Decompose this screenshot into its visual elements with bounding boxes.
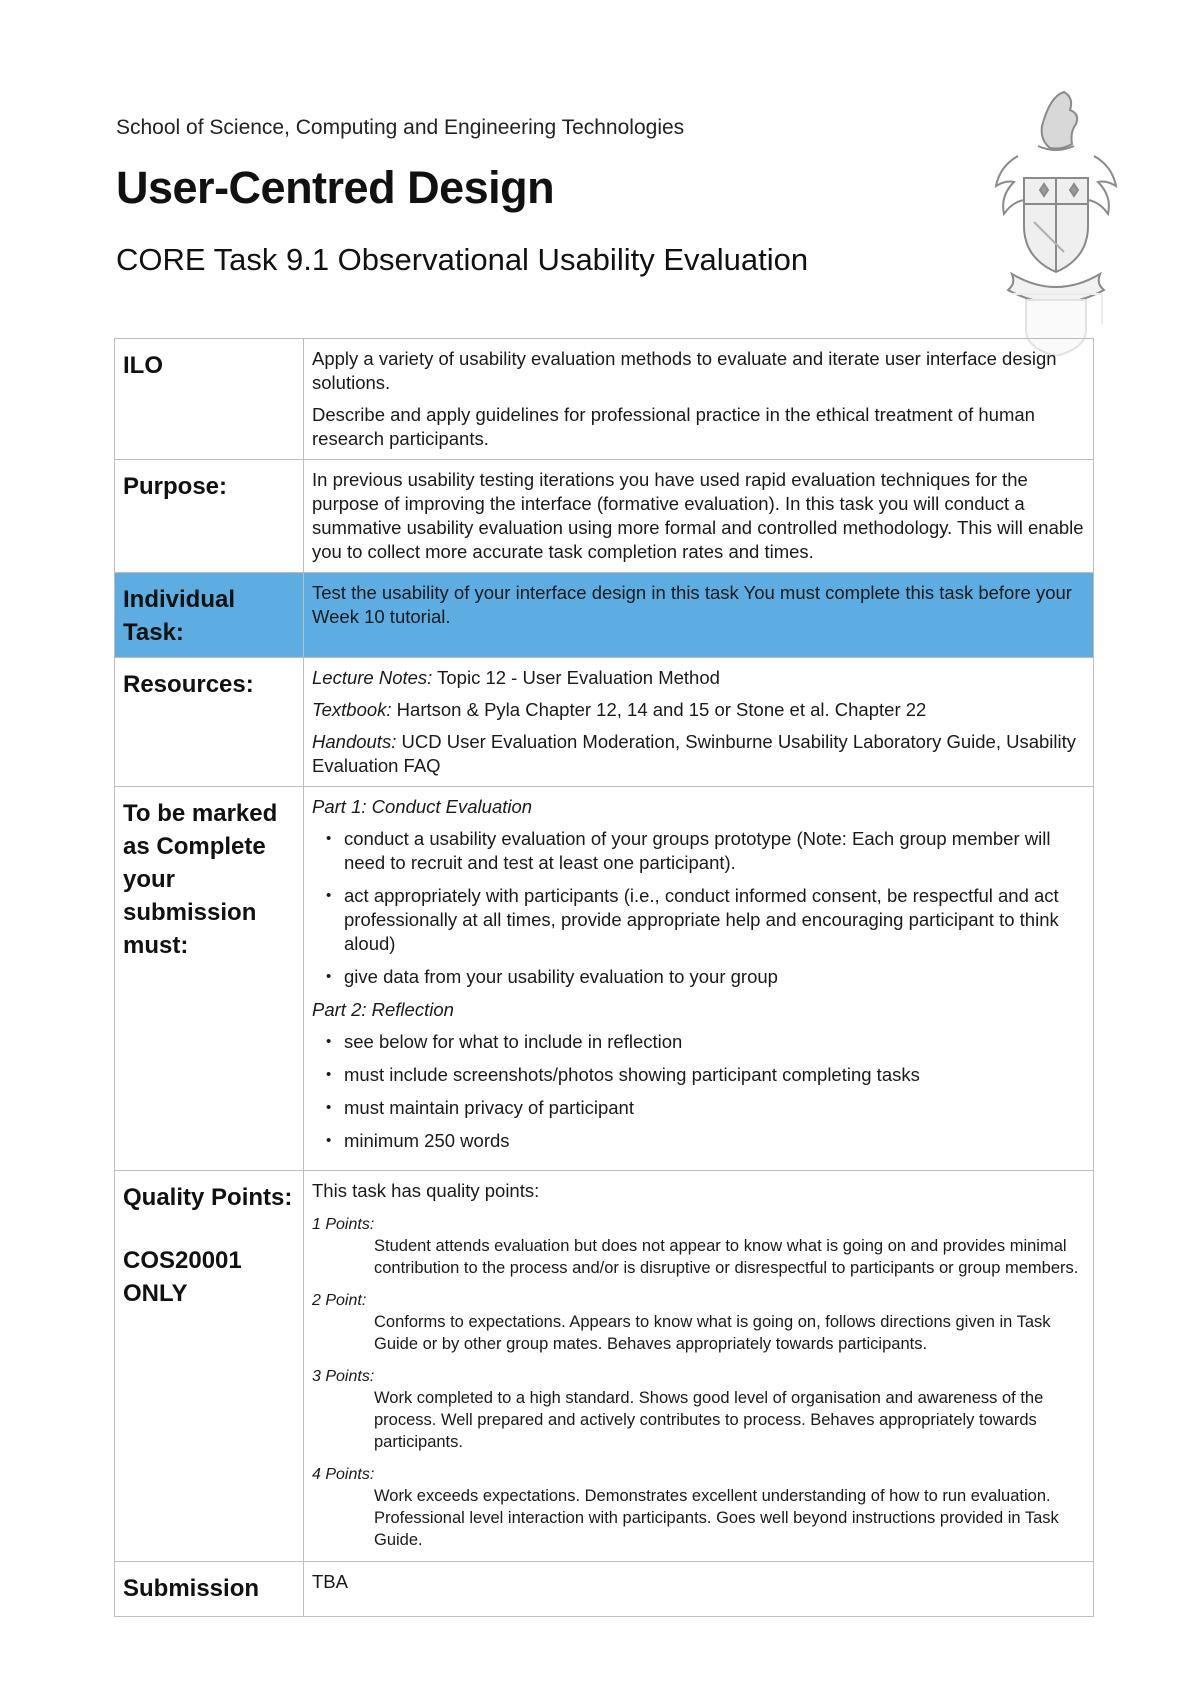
quality-level-2-heading: 2 Point:: [312, 1292, 367, 1309]
row-purpose: [115, 460, 1094, 573]
task-table: [114, 338, 1094, 1617]
ilo-item-1: Apply a variety of usability evaluation methods to evaluate and iterate user interface design solutions.: [312, 348, 1057, 393]
content-marking-criteria: [304, 787, 1094, 1171]
handouts-text: UCD User Evaluation Moderation, Swinburne Usability Laboratory Guide, Usability Evaluation FAQ: [312, 731, 1077, 776]
quality-points-unit-code: COS20001 ONLY: [123, 1247, 242, 1307]
label-submission: Submission: [115, 1562, 304, 1617]
content-submission: [304, 1562, 1094, 1617]
quality-points-label: Quality Points:: [123, 1184, 293, 1211]
lecture-notes-text: Topic 12 - User Evaluation Method: [432, 667, 720, 688]
quality-level-4-desc: Work exceeds expectations. Demonstrates excellent understanding of how to run evaluation. Professional level interaction with participants. Goes well beyond instructions provided in Task Guide.: [374, 1487, 1059, 1549]
label-ilo: ILO: [115, 339, 304, 460]
school-name: School of Science, Computing and Engineering Technologies: [116, 116, 685, 139]
list-item: • see below for what to include in reflection: [344, 1030, 1085, 1054]
label-individual-task: Individual Task:: [115, 573, 304, 658]
quality-level-2-desc: Conforms to expectations. Appears to know what is going on, follows directions given in Task Guide or by other group mates. Behaves appropriately towards participants.: [374, 1313, 1051, 1353]
label-purpose: Purpose:: [115, 460, 304, 573]
label-quality-points: [115, 1171, 304, 1562]
quality-level-4-heading: 4 Points:: [312, 1466, 375, 1483]
part-2-list: [312, 1030, 1085, 1153]
row-marking-criteria: [115, 787, 1094, 1171]
part-2-heading: Part 2: Reflection: [312, 999, 454, 1020]
label-marking-criteria: To be marked as Complete your submission must:: [115, 787, 304, 1171]
resource-handouts: [312, 730, 1085, 778]
content-quality-points: [304, 1171, 1094, 1562]
list-item: • act appropriately with participants (i.e., conduct informed consent, be respectful and act professionally at all times, provide appropriate help and encouraging participant to think aloud): [344, 884, 1085, 956]
row-individual-task: [115, 573, 1094, 658]
handouts-label: Handouts:: [312, 731, 397, 752]
part-1-list: [312, 827, 1085, 989]
list-item: • minimum 250 words: [344, 1129, 1085, 1153]
university-crest-icon: [982, 86, 1130, 356]
purpose-text: In previous usability testing iterations you have used rapid evaluation techniques for the purpose of improving the interface (formative evaluation). In this task you will conduct a summative usability evaluation using more formal and controlled methodology. This will enable you to collect more accurate task completion rates and times.: [312, 469, 1084, 562]
quality-level-1-desc: Student attends evaluation but does not appear to know what is going on and provides minimal contribution to the process and/or is disruptive or disrespectful to participants or group members.: [374, 1237, 1079, 1277]
task-subtitle: CORE Task 9.1 Observational Usability Evaluation: [116, 242, 809, 277]
list-item: • must include screenshots/photos showing participant completing tasks: [344, 1063, 1085, 1087]
quality-level-1-heading: 1 Points:: [312, 1216, 375, 1233]
quality-level-3-desc: Work completed to a high standard. Shows good level of organisation and awareness of the process. Well prepared and actively contributes to process. Behaves appropriately towards participants.: [374, 1389, 1044, 1451]
list-item: • give data from your usability evaluation to your group: [344, 965, 1085, 989]
content-individual-task: [304, 573, 1094, 658]
content-purpose: [304, 460, 1094, 573]
resource-lecture-notes: [312, 666, 1085, 690]
textbook-label: Textbook:: [312, 699, 392, 720]
quality-level-3-heading: 3 Points:: [312, 1368, 375, 1385]
resource-textbook: [312, 698, 1085, 722]
row-submission: [115, 1562, 1094, 1617]
lecture-notes-label: Lecture Notes:: [312, 667, 433, 688]
row-quality-points: [115, 1171, 1094, 1562]
individual-task-text: Test the usability of your interface design in this task You must complete this task before your Week 10 tutorial.: [312, 582, 1072, 627]
part-1-heading: Part 1: Conduct Evaluation: [312, 796, 533, 817]
list-item: • conduct a usability evaluation of your groups prototype (Note: Each group member will need to recruit and test at least one participant).: [344, 827, 1085, 875]
page-title: User-Centred Design: [116, 162, 555, 213]
textbook-text: Hartson & Pyla Chapter 12, 14 and 15 or Stone et al. Chapter 22: [391, 699, 927, 720]
content-resources: [304, 658, 1094, 787]
label-resources: Resources:: [115, 658, 304, 787]
row-resources: [115, 658, 1094, 787]
quality-intro: This task has quality points:: [312, 1180, 540, 1201]
row-ilo: [115, 339, 1094, 460]
content-ilo: [304, 339, 1094, 460]
list-item: • must maintain privacy of participant: [344, 1096, 1085, 1120]
submission-text: TBA: [312, 1571, 348, 1592]
ilo-item-2: Describe and apply guidelines for professional practice in the ethical treatment of human research participants.: [312, 404, 1035, 449]
